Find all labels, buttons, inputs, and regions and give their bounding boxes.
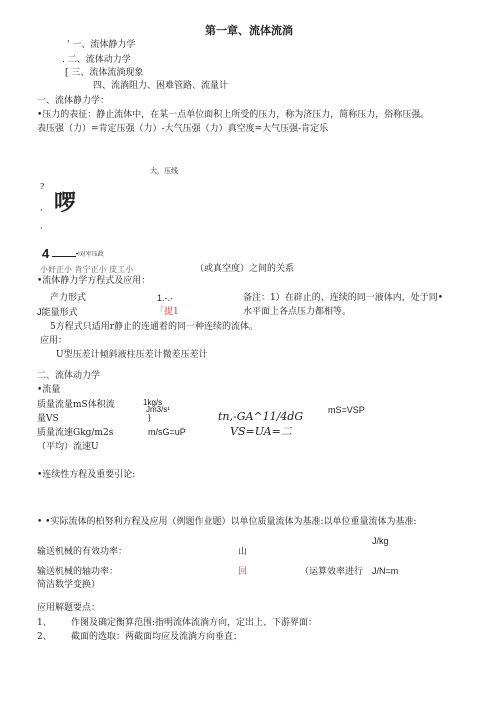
toc-item-4: 四、流淌阻力、困难管路、流量计 [93,81,229,91]
pressure-definition: •压力的表征：静止流体中，在某一点单位面积上所受的压力，称为济压力，简称压力，俗称压强。 [37,110,430,120]
application-label: 应用： [40,336,68,346]
effective-power-label: 输送机械的有效功率： [37,547,128,557]
remark-1: 备注：1）在辟止的、连续的同一液体内，处于同• [243,293,444,303]
unit-m-s: m/sG=uP [148,427,186,437]
scanned-glyph: 啰 [54,190,77,216]
figure-mark-2: ‘ [40,208,43,217]
flow-equation-2: VS=UA=二 [230,425,292,438]
point-1-number: 1、 [37,618,52,628]
shaft-power-value: 回 [238,567,248,577]
application-list: U型压差计倾斜液柱压差计微差压差计 [56,350,208,360]
energy-form-label: J能量形式 [37,307,78,317]
energy-form-value: 「提1 [155,307,179,317]
figure-label: 大，压线 [150,168,178,175]
point-1-text: 作图及确定衡算范围:指明流体流淌方向，定出上、下游界面： [71,618,318,628]
remark-2: 水平面上各点压力都相等。 [243,307,352,317]
pressure-relations: 表压强（力）=肯定压强（力）-大气压强（力）真空度=大气压强-肯定乐 [37,124,329,134]
flow-equation-1: tn,-GA^11/4dG [218,410,304,423]
flow-equation-3: mS=VSP [328,405,365,415]
figure-garbled-labels: 小好正小 肯宁正小 皮工小 [40,265,134,274]
shaft-power-note: （运算效率进行 [300,567,364,577]
figure-number: 4 [42,246,50,261]
section2-heading: 二、流体动力学 [37,371,101,381]
section1-heading: 一、流体静力学： [37,96,110,106]
relation-text: （或真空度）之间的关系 [195,264,295,274]
unit-brace: } [148,413,151,422]
force-form-label: 产力形式 [50,293,87,303]
page-title: 第一章、流体流淌 [205,24,293,37]
figure-caption: •!对军压政 [76,252,104,258]
bernoulli-heading: • •实际流体的柏努利方程及应用（例题作业题）以单位质量流体为基准:以单位重量流体为基准: [37,517,417,527]
figure-rule [52,256,76,257]
remark-3: 5方程式只适用r静止的连通着的同一种连续的流体。 [50,322,259,332]
toc-item-3: [ 三、流体流淌现象 [65,68,144,78]
statics-equation-heading: •流体静力学方程式及应用： [37,276,151,286]
point-2-number: 2、 [37,632,52,642]
mass-velocity-row: 质量流速Gkg/m2s [37,428,114,438]
unit-j-n: J/N=m [372,566,399,576]
unit-kg-s: 1kg/s [143,398,163,407]
simplify-note: 简洁数学变换） [37,580,101,590]
figure-mark-3: ‘ [40,226,43,235]
unit-m3-s: Jm3/s¹ [146,405,170,414]
solution-points-heading: 应用解题要点： [37,603,101,613]
shaft-power-label: 输送机械的轴功率： [37,567,119,577]
point-2-text: 截面的选取：两截面均应及流淌方向垂直； [71,632,243,642]
toc-item-2: . 二、流体动力学 [62,55,131,65]
figure-mark-1: ? [40,182,45,191]
flow-label: •流量 [37,385,61,395]
force-form-value: 1.-.· [157,293,174,303]
effective-power-value: 山 [238,547,248,557]
mass-flow-row: 质量流量mS体积流 [37,400,115,410]
unit-j-kg: J/kg [372,536,389,546]
volume-flow-row: 量VS [37,414,59,424]
toc-item-1: ' 一、流体静力学 [67,40,136,50]
continuity-heading: •连续性方程及重要引论: [37,470,136,480]
mean-velocity-row: （平均）流速U [37,442,99,452]
